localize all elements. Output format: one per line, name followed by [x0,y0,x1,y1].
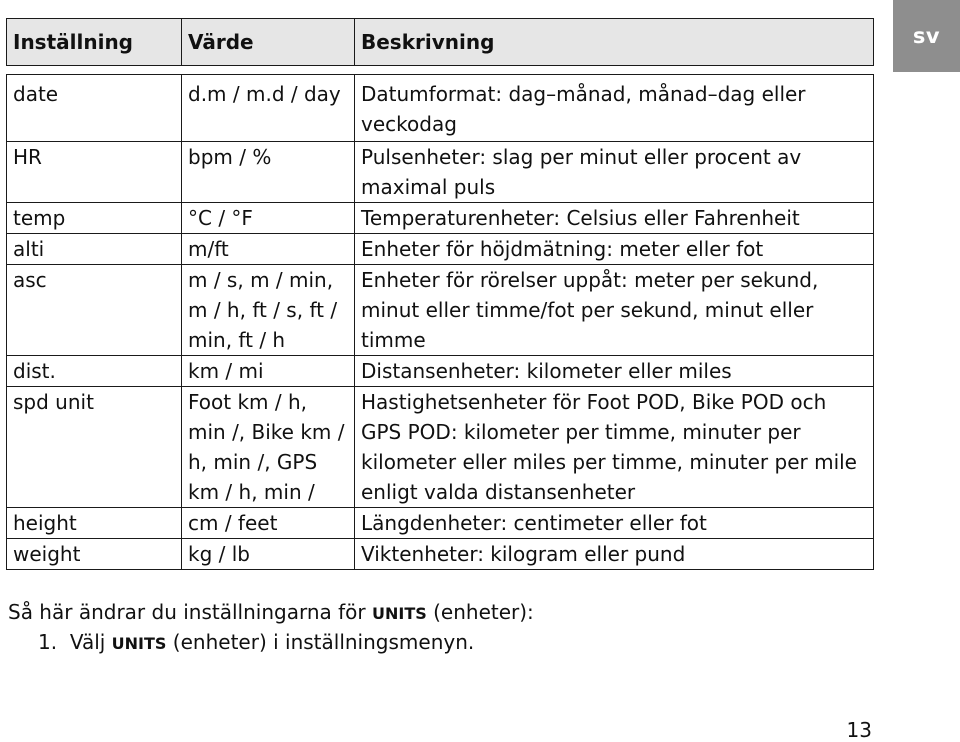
setting-cell: date [7,75,182,142]
instruction-suffix: (enheter): [426,600,534,624]
instruction-keyword: UNITS [371,604,427,623]
table-row [7,387,874,508]
setting-cell: height [7,508,182,539]
step-prefix: Välj [69,630,112,654]
table-row [7,142,874,203]
table-row [7,539,874,570]
value-cell: cm / feet [182,508,355,539]
description-cell: Enheter för höjdmätning: meter eller fot [355,234,874,265]
header-setting: Inställning [7,19,182,66]
description-cell: Viktenheter: kilogram eller pund [355,539,874,570]
value-cell: °C / °F [182,203,355,234]
setting-cell: HR [7,142,182,203]
value-cell: km / mi [182,356,355,387]
value-cell: kg / lb [182,539,355,570]
setting-cell: alti [7,234,182,265]
description-cell: Datumformat: dag–månad, månad–dag eller veckodag [355,75,874,142]
units-settings-table [6,18,874,570]
table-row [7,508,874,539]
table-row [7,265,874,356]
description-cell: Enheter för rörelser uppåt: meter per sekund, minut eller timme/fot per sekund, minut eller timme [355,265,874,356]
table-row [7,234,874,265]
setting-cell: weight [7,539,182,570]
value-cell: m / s, m / min, m / h, ft / s, ft / min, ft / h [182,265,355,356]
description-cell: Distansenheter: kilometer eller miles [355,356,874,387]
step-suffix: (enheter) i inställningsmenyn. [166,630,475,654]
table-spacer [7,66,874,75]
table-row [7,356,874,387]
setting-cell: asc [7,265,182,356]
instruction-prefix: Så här ändrar du inställningarna för [8,600,372,624]
value-cell: Foot km / h, min /, Bike km / h, min /, GPS km / h, min / [182,387,355,508]
units-instruction [8,597,534,629]
table-row [7,203,874,234]
description-cell: Hastighetsenheter för Foot POD, Bike POD och GPS POD: kilometer per timme, minuter per kilometer eller miles per timme, minuter per mile enligt valda distansenheter [355,387,874,508]
value-cell: bpm / % [182,142,355,203]
header-description: Beskrivning [355,19,874,66]
page-number: 13 [846,718,872,742]
setting-cell: spd unit [7,387,182,508]
setting-cell: dist. [7,356,182,387]
header-value: Värde [182,19,355,66]
table-header-row [7,19,874,66]
value-cell: d.m / m.d / day [182,75,355,142]
step-number: 1. [38,630,58,654]
setting-cell: temp [7,203,182,234]
language-tab: sv [893,0,960,72]
step-keyword: UNITS [111,634,167,653]
description-cell: Temperaturenheter: Celsius eller Fahrenheit [355,203,874,234]
table-row [7,75,874,142]
description-cell: Längdenheter: centimeter eller fot [355,508,874,539]
value-cell: m/ft [182,234,355,265]
description-cell: Pulsenheter: slag per minut eller procent av maximal puls [355,142,874,203]
step-1 [38,627,474,659]
